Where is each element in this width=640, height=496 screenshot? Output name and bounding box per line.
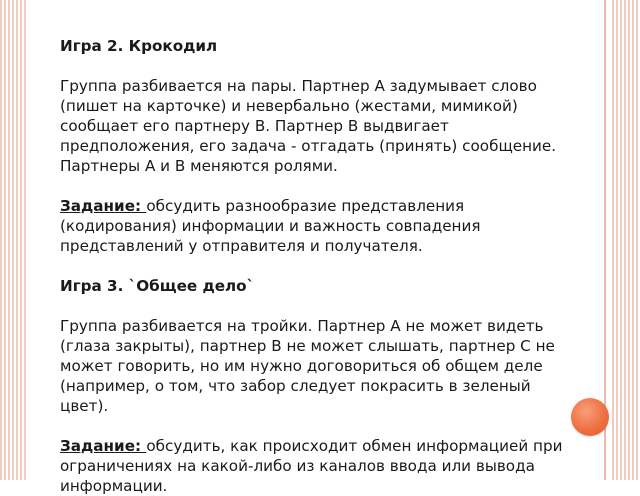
game2-task-label: Задание: [60, 197, 147, 215]
game2-description: Группа разбивается на пары. Партнер А задумывает слово (пишет на карточке) и невербально (жестами, мимикой) сообщает его партнеру В. Партнер В выдвигает предположения, его задача - отгадать (принять) сообщение. Партнеры А и В меняются ролями. [60, 77, 557, 175]
spacer [60, 416, 580, 436]
left-decorative-stripes [0, 0, 28, 480]
game2-title: Игра 2. Крокодил [60, 37, 218, 55]
spacer [60, 296, 580, 316]
game3-description: Группа разбивается на тройки. Партнер А не может видеть (глаза закрыты), партнер В не может слышать, партнер С не может говорить, но им нужно договориться об общем деле (например, о том, что забор следует покрасить в зеленый цвет). [60, 317, 555, 415]
game3-title: Игра 3. `Общее дело` [60, 277, 255, 295]
game2-task [60, 196, 580, 256]
right-decorative-stripes [612, 0, 640, 480]
game3-task-label: Задание: [60, 437, 147, 455]
spacer [60, 176, 580, 196]
spacer [60, 56, 580, 76]
game2-task-text: обсудить разнообразие представления (кодирования) информации и важность совпадения представлений у отправителя и получателя. [60, 197, 481, 255]
orange-circle-decoration [571, 398, 609, 436]
game3-task-text: обсудить, как происходит обмен информацией при ограничениях на какой-либо из каналов ввода или вывода информации. [60, 437, 563, 495]
game3-task [60, 436, 580, 496]
spacer [60, 256, 580, 276]
slide-content [60, 36, 580, 496]
